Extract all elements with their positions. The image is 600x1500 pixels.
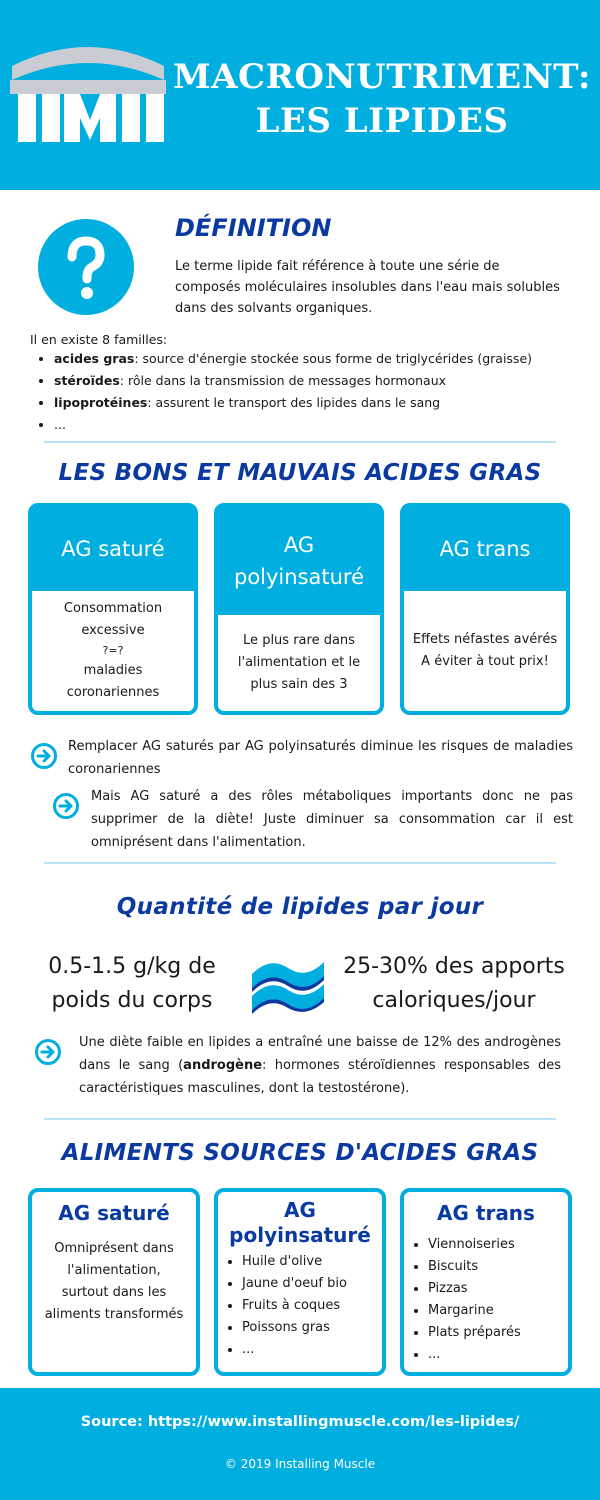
divider bbox=[44, 1118, 556, 1120]
list-item: • acides gras: source d'énergie stockée sous forme de triglycérides (graisse) bbox=[54, 348, 594, 370]
note-low-fat: Une diète faible en lipides a entraîné une baisse de 12% des androgènes dans le sang (androgène: hormones stéroïdiennes responsables des caractéristiques masculines, dont la testostérone). bbox=[79, 1035, 561, 1096]
source-card-polyunsaturated bbox=[214, 1188, 386, 1376]
definition-title: DÉFINITION bbox=[175, 214, 332, 242]
fats-section-title: LES BONS ET MAUVAIS ACIDES GRAS bbox=[58, 460, 542, 486]
source-card-title: AG trans bbox=[437, 1201, 535, 1225]
divider bbox=[44, 862, 556, 864]
families-intro: Il en existe 8 familles: bbox=[30, 332, 168, 347]
source-card-text: Omniprésent dans l'alimentation, surtout dans les aliments transformés bbox=[44, 1241, 184, 1322]
definition-text: Le terme lipide fait référence à toute une série de composés moléculaires insolubles dans l'eau mais solubles dans des solvants organiques. bbox=[175, 259, 560, 316]
card-head: AG trans bbox=[404, 507, 566, 591]
arrow-right-icon bbox=[34, 1038, 62, 1066]
list-item: • ... bbox=[428, 1344, 568, 1366]
card-saturated bbox=[28, 503, 198, 715]
quantity-calories: 25-30% des apports caloriques/jour bbox=[343, 954, 565, 1013]
list-item: • lipoprotéines: assurent le transport des lipides dans le sang bbox=[54, 392, 594, 414]
divider bbox=[44, 441, 556, 443]
card-body: Le plus rare dans l'alimentation et le plus sain des 3 bbox=[237, 633, 361, 692]
card-body: Effets néfastes avérés A éviter à tout prix! bbox=[412, 632, 558, 669]
source-list bbox=[224, 1251, 382, 1361]
arrow-right-icon bbox=[30, 742, 58, 770]
title-line-2: LES LIPIDES bbox=[255, 101, 509, 141]
card-head: AG polyinsaturé bbox=[218, 507, 380, 615]
copyright: © 2019 Installing Muscle bbox=[224, 1457, 376, 1471]
question-mark-icon bbox=[38, 219, 134, 315]
footer-banner bbox=[0, 1388, 600, 1500]
list-item: • Viennoiseries bbox=[428, 1234, 568, 1256]
list-item: • Jaune d'oeuf bio bbox=[242, 1273, 382, 1295]
quantity-per-kg: 0.5-1.5 g/kg de poids du corps bbox=[48, 954, 216, 1013]
list-item: • Poissons gras bbox=[242, 1317, 382, 1339]
sources-section-title: ALIMENTS SOURCES D'ACIDES GRAS bbox=[61, 1140, 539, 1166]
list-item: • Plats préparés bbox=[428, 1322, 568, 1344]
source-card-saturated bbox=[28, 1188, 200, 1376]
card-trans bbox=[400, 503, 570, 715]
list-item: • ... bbox=[54, 414, 594, 436]
source-card-title: AG polyinsaturé bbox=[229, 1198, 371, 1247]
source-link[interactable]: Source: https://www.installingmuscle.com/les-lipides/ bbox=[80, 1414, 520, 1430]
im-bridge-logo bbox=[8, 36, 168, 146]
list-item: • Huile d'olive bbox=[242, 1251, 382, 1273]
list-item: • Biscuits bbox=[428, 1256, 568, 1278]
list-item: • Pizzas bbox=[428, 1278, 568, 1300]
card-polyunsaturated bbox=[214, 503, 384, 715]
approx-equal-icon bbox=[248, 952, 328, 1014]
note-saturated-roles: Mais AG saturé a des rôles métaboliques importants donc ne pas supprimer de la diète! Juste diminuer sa consommation car il est omniprésent dans l'alimentation. bbox=[91, 789, 573, 850]
list-item: • Fruits à coques bbox=[242, 1295, 382, 1317]
arrow-right-icon bbox=[52, 792, 80, 820]
quantity-section-title: Quantité de lipides par jour bbox=[116, 894, 484, 920]
title-line-1: MACRONUTRIMENT: bbox=[173, 57, 591, 97]
source-list bbox=[410, 1234, 568, 1366]
source-card-title: AG saturé bbox=[58, 1201, 170, 1225]
card-head: AG saturé bbox=[32, 507, 194, 591]
list-item: • Margarine bbox=[428, 1300, 568, 1322]
note-replace: Remplacer AG saturés par AG polyinsaturés diminue les risques de maladies coronariennes bbox=[68, 739, 573, 777]
families-list bbox=[36, 348, 594, 436]
list-item: • ... bbox=[242, 1339, 382, 1361]
list-item: • stéroïdes: rôle dans la transmission de messages hormonaux bbox=[54, 370, 594, 392]
page-title bbox=[172, 55, 592, 143]
card-body: Consommation excessive ?=? maladies coronariennes bbox=[63, 601, 163, 700]
source-card-trans bbox=[400, 1188, 572, 1376]
